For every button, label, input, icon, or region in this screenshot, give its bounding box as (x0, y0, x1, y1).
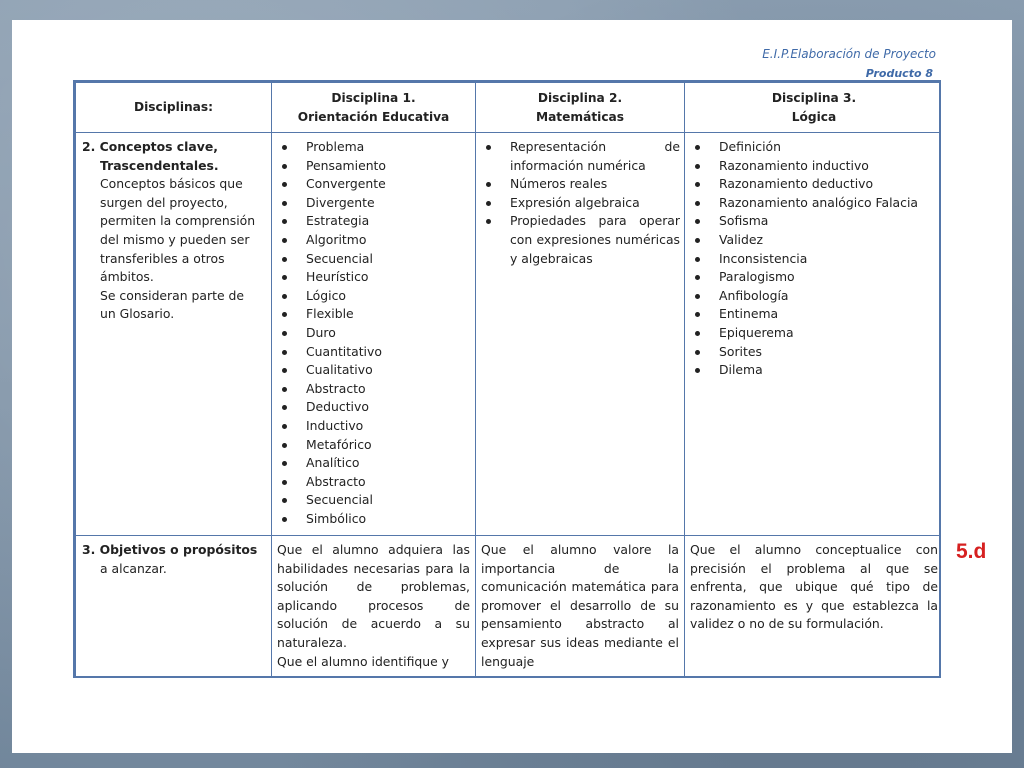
concept-item: Simbólico (280, 510, 471, 529)
table-header-row (76, 83, 942, 133)
header-disciplina-2: Disciplina 2. Matemáticas (476, 83, 685, 133)
concept-item: Cualitativo (280, 361, 471, 380)
concept-item: Cuantitativo (280, 343, 471, 362)
concept-item: Secuencial (280, 491, 471, 510)
objectives-label-sub: a alcanzar. (100, 560, 167, 576)
concept-item: Entinema (693, 305, 939, 324)
concept-item: Lógico (280, 287, 471, 306)
concept-item: Flexible (280, 305, 471, 324)
concept-item: Inconsistencia (693, 250, 939, 269)
disciplines-table (73, 80, 941, 678)
objectives-d3-cell (685, 536, 942, 679)
concept-item: Problema (280, 138, 471, 157)
table-row-objectives (76, 536, 942, 679)
concept-item: Sofisma (693, 212, 939, 231)
objectives-d1-text: Que el alumno adquiera las habilidades necesarias para la solución de problemas, aplicando procesos de solución de acuerdo a su naturaleza. (277, 542, 470, 650)
header-disciplinas: Disciplinas: (76, 83, 272, 133)
concept-item: Analítico (280, 454, 471, 473)
header-product-label: Producto 8 (865, 67, 933, 80)
concept-item: Razonamiento deductivo (693, 175, 939, 194)
concept-item: Estrategia (280, 212, 471, 231)
concept-item: Definición (693, 138, 939, 157)
concept-item: Algoritmo (280, 231, 471, 250)
concept-item: Epiquerema (693, 324, 939, 343)
concepts-d3-list (685, 133, 941, 384)
concept-item: Paralogismo (693, 268, 939, 287)
document-page (12, 20, 1012, 753)
objectives-d3-text: Que el alumno conceptualice con precisión el problema al que se enfrenta, que ubique qué tipo de razonamiento es y que establezca la validez o no de su formulación. (690, 542, 938, 632)
concepts-d1-list (272, 133, 475, 532)
concepts-d3-cell (685, 133, 942, 536)
concept-item: Abstracto (280, 473, 471, 492)
objectives-label-title: 3. Objetivos o propósitos (82, 542, 258, 557)
objectives-d2-text: Que el alumno valore la importancia de la comunicación matemática para promover el desarrollo de su pensamiento abstracto al expresar sus ideas mediante el lenguaje (481, 542, 679, 669)
concept-item: Divergente (280, 194, 471, 213)
objectives-d1-text-2: Que el alumno identifique y (277, 653, 450, 669)
concept-item: Deductivo (280, 398, 471, 417)
slide-marker: 5.d (956, 540, 987, 563)
concept-item: Validez (693, 231, 939, 250)
concept-item: Razonamiento inductivo (693, 157, 939, 176)
concept-item: Expresión algebraica (484, 194, 680, 213)
concept-item: Sorites (693, 343, 939, 362)
concepts-label-bold: Trascendentales. (100, 157, 219, 173)
concept-item: Secuencial (280, 250, 471, 269)
header-project-title: E.I.P.Elaboración de Proyecto (762, 47, 936, 61)
concepts-label-note: Se consideran parte de un Glosario. (100, 287, 244, 322)
concept-item: Anfibología (693, 287, 939, 306)
concepts-d2-cell (476, 133, 685, 536)
objectives-label-cell (76, 536, 272, 679)
concepts-d2-list (476, 133, 684, 272)
table-row-concepts (76, 133, 942, 536)
concept-item: Duro (280, 324, 471, 343)
concept-item: Dilema (693, 361, 939, 380)
header-disciplina-1: Disciplina 1. Orientación Educativa (272, 83, 476, 133)
concept-item: Representación de información numérica (484, 138, 680, 175)
concepts-label-cell (76, 133, 272, 536)
concept-item: Pensamiento (280, 157, 471, 176)
concept-item: Heurístico (280, 268, 471, 287)
concept-item: Números reales (484, 175, 680, 194)
concept-item: Abstracto (280, 380, 471, 399)
concept-item: Metafórico (280, 436, 471, 455)
concept-item: Razonamiento analógico Falacia (693, 194, 939, 213)
concept-item: Convergente (280, 175, 471, 194)
objectives-d2-cell (476, 536, 685, 679)
concept-item: Inductivo (280, 417, 471, 436)
header-disciplina-3: Disciplina 3. Lógica (685, 83, 942, 133)
concepts-label-description: Conceptos básicos que surgen del proyecto, permiten la comprensión del mismo y pueden ser transferibles a otros ámbitos. (100, 176, 256, 285)
objectives-d1-cell (272, 536, 476, 679)
concepts-label-number: 2. Conceptos clave, (82, 139, 218, 154)
concept-item: Propiedades para operar con expresiones numéricas y algebraicas (484, 212, 680, 268)
concepts-d1-cell (272, 133, 476, 536)
